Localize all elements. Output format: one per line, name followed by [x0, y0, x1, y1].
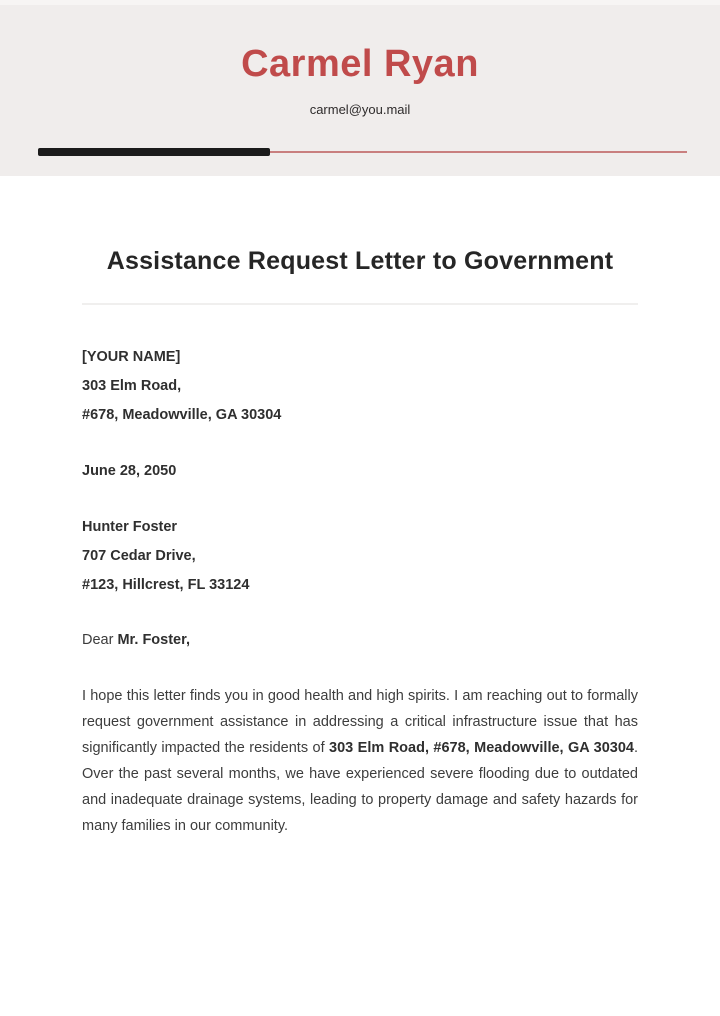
profile-email: carmel@you.mail — [309, 102, 411, 117]
letter-title: Assistance Request Letter to Government — [106, 247, 614, 275]
recipient-address-block — [82, 513, 638, 600]
letter-body-paragraph — [82, 683, 638, 839]
salutation-recipient-name: Mr. Foster, — [117, 632, 190, 648]
divider-black-bar — [38, 148, 270, 156]
title-divider-rule — [82, 303, 638, 305]
letter-date: June 28, 2050 — [82, 463, 177, 479]
sender-address-block — [82, 343, 638, 430]
recipient-address-line2: #123, Hillcrest, FL 33124 — [82, 577, 250, 593]
salutation-line — [82, 626, 638, 655]
header-divider — [0, 148, 720, 156]
letterhead-banner — [0, 0, 720, 176]
sender-address-line2: #678, Meadowville, GA 30304 — [82, 407, 282, 423]
sender-address-line1: 303 Elm Road, — [82, 378, 182, 394]
body-bold-address: 303 Elm Road, #678, Meadowville, GA 30304 — [329, 740, 634, 756]
profile-name: Carmel Ryan — [241, 43, 479, 85]
body-text-part2: . Over the past several months, we have experienced severe flooding due to outdated and inadequate drainage systems, leading to property damage and safety hazards for many families in our community. — [82, 740, 639, 834]
recipient-name: Hunter Foster — [82, 519, 178, 535]
recipient-address-line1: 707 Cedar Drive, — [82, 548, 196, 564]
letter-content — [0, 246, 720, 839]
salutation-prefix: Dear — [82, 632, 118, 648]
sender-name: [YOUR NAME] — [82, 349, 181, 365]
body-text-part1: I hope this letter finds you in good health and high spirits. I am reaching out to formally request government assistance in addressing a critical infrastructure issue that has significantly impacted the residents of — [82, 688, 638, 756]
divider-red-line — [270, 151, 687, 153]
